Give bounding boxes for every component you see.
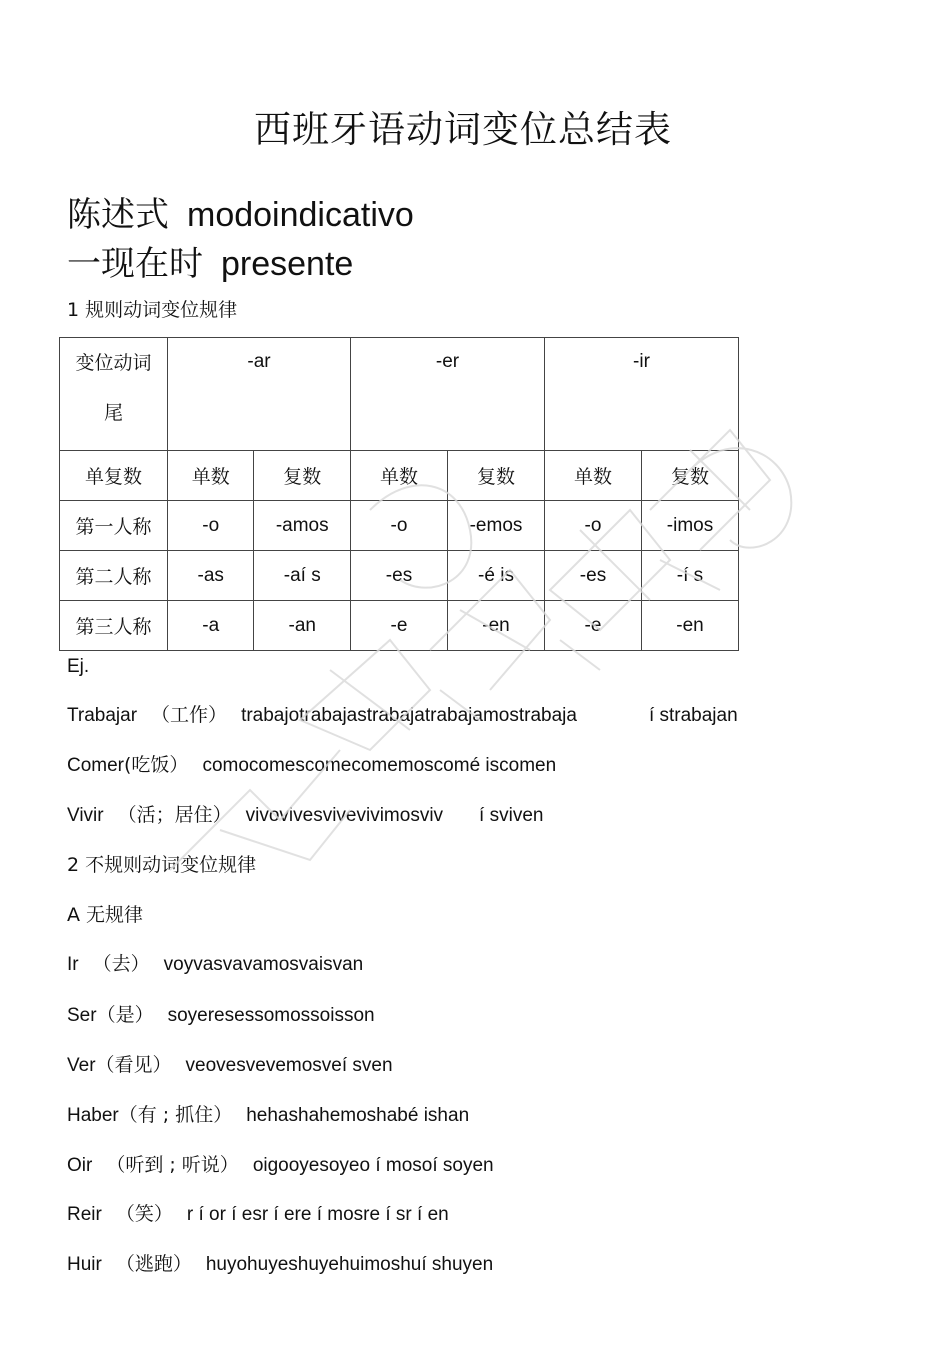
example-verb: Vivir: [67, 805, 104, 826]
mood-heading-es: modoindicativo: [187, 196, 414, 234]
table-header-row: [60, 338, 739, 451]
person-label: 第一人称: [60, 501, 168, 551]
example-label: [67, 654, 89, 680]
ending-cell: -o: [545, 501, 642, 551]
ending-cell: -es: [545, 551, 642, 601]
ending-cell: -aí s: [254, 551, 351, 601]
example-line: [67, 802, 543, 829]
irregular-meaning: （听到 ; 听说）: [106, 1154, 239, 1176]
ending-cell: -o: [351, 501, 448, 551]
irregular-verb: Haber: [67, 1105, 119, 1126]
example-forms-tail: í sviven: [479, 805, 544, 826]
irregular-forms: huyohuyeshuyehuimoshuí shuyen: [205, 1254, 494, 1275]
example-forms-tail: í strabajan: [648, 705, 738, 726]
example-label-text: Ej.: [67, 656, 90, 677]
ending-cell: -imos: [642, 501, 739, 551]
mood-heading: [67, 195, 414, 235]
person-label: 第三人称: [60, 601, 168, 651]
irregular-meaning: （逃跑）: [115, 1253, 192, 1275]
irregular-meaning: （是）: [96, 1004, 154, 1026]
ir-plural-label: 复数: [642, 451, 739, 501]
ending-cell: -en: [642, 601, 739, 651]
ending-cell: -an: [254, 601, 351, 651]
ending-cell: -en: [448, 601, 545, 651]
irregular-forms: hehashahemoshabé ishan: [246, 1105, 470, 1126]
example-line: [67, 752, 556, 779]
example-verb: Comer: [67, 755, 125, 776]
irregular-verb: Ver: [67, 1055, 96, 1076]
ending-cell: -e: [545, 601, 642, 651]
tense-heading: [67, 244, 353, 284]
ar-singular-label: 单数: [168, 451, 254, 501]
irregular-line: [67, 1201, 449, 1228]
irregular-meaning: （笑）: [115, 1203, 173, 1225]
irregular-line: [67, 1152, 494, 1179]
irregular-meaning: （看见）: [95, 1054, 172, 1076]
ending-cell: -emos: [448, 501, 545, 551]
ar-plural-label: 复数: [254, 451, 351, 501]
irregular-line: [67, 1102, 469, 1129]
mood-heading-cn: 陈述式: [67, 195, 169, 235]
irregular-verb: Ir: [67, 954, 79, 975]
irregular-forms: oigooyesoyeo í mosoí soyen: [252, 1155, 494, 1176]
conjugation-table: [59, 337, 739, 651]
table-row: [60, 601, 739, 651]
ending-er: -er: [351, 338, 545, 451]
ending-cell: -es: [351, 551, 448, 601]
irregular-line: [67, 1002, 375, 1029]
ending-cell: -as: [168, 551, 254, 601]
irregular-meaning: （去）: [92, 953, 150, 975]
example-meaning: （活；居住）: [117, 804, 232, 826]
example-forms: trabajotrabajastrabajatrabajamostrabaja: [241, 705, 577, 726]
ending-cell: -amos: [254, 501, 351, 551]
ending-cell: -é is: [448, 551, 545, 601]
irregular-heading-text: 2 不规则动词变位规律: [67, 854, 257, 876]
regular-heading: [67, 297, 237, 324]
irregular-line: [67, 1251, 493, 1278]
irregular-forms: veovesvevemosveí sven: [185, 1055, 393, 1076]
irregular-line: [67, 1052, 393, 1079]
irregular-forms: voyvasvavamosvaisvan: [163, 954, 364, 975]
table-row-number: [60, 451, 739, 501]
tense-heading-es: presente: [221, 245, 354, 283]
er-plural-label: 复数: [448, 451, 545, 501]
ending-cell: -o: [168, 501, 254, 551]
er-singular-label: 单数: [351, 451, 448, 501]
irregular-heading: [67, 852, 256, 879]
person-label: 第二人称: [60, 551, 168, 601]
irregular-verb: Huir: [67, 1254, 102, 1275]
number-label: 单复数: [60, 451, 168, 501]
ending-ir: -ir: [545, 338, 739, 451]
corner-line-1: 变位动词: [75, 352, 152, 374]
example-forms: comocomescomecomemoscomé iscomen: [202, 755, 557, 776]
irregular-forms: r í or í esr í ere í mosre í sr í en: [186, 1204, 449, 1225]
example-forms: vivovivesvivevivimosviv: [245, 805, 444, 826]
ending-cell: -a: [168, 601, 254, 651]
table-row: [60, 551, 739, 601]
irregular-forms: soyeresessomossoisson: [167, 1005, 375, 1026]
irregular-verb: Oir: [67, 1155, 93, 1176]
ending-cell: -e: [351, 601, 448, 651]
table-row: [60, 501, 739, 551]
irregular-verb: Reir: [67, 1204, 102, 1225]
document-title: 西班牙语动词变位总结表: [254, 108, 672, 151]
ending-ar: -ar: [168, 338, 351, 451]
ending-cell: -í s: [642, 551, 739, 601]
tense-heading-cn: 一现在时: [67, 244, 203, 284]
example-verb: Trabajar: [67, 705, 138, 726]
regular-heading-text: 1 规则动词变位规律: [67, 299, 238, 321]
corner-line-2: 尾: [103, 402, 123, 424]
irregular-subheading-text: A 无规律: [67, 904, 144, 926]
irregular-meaning: （有 ; 抓住）: [118, 1104, 233, 1126]
irregular-subheading: [67, 902, 143, 929]
example-line: [67, 702, 738, 729]
example-meaning: （工作）: [151, 704, 228, 726]
ir-singular-label: 单数: [545, 451, 642, 501]
table-corner-cell: [60, 338, 168, 451]
irregular-line: [67, 951, 363, 978]
example-meaning: (吃饭）: [124, 754, 189, 776]
irregular-verb: Ser: [67, 1005, 97, 1026]
